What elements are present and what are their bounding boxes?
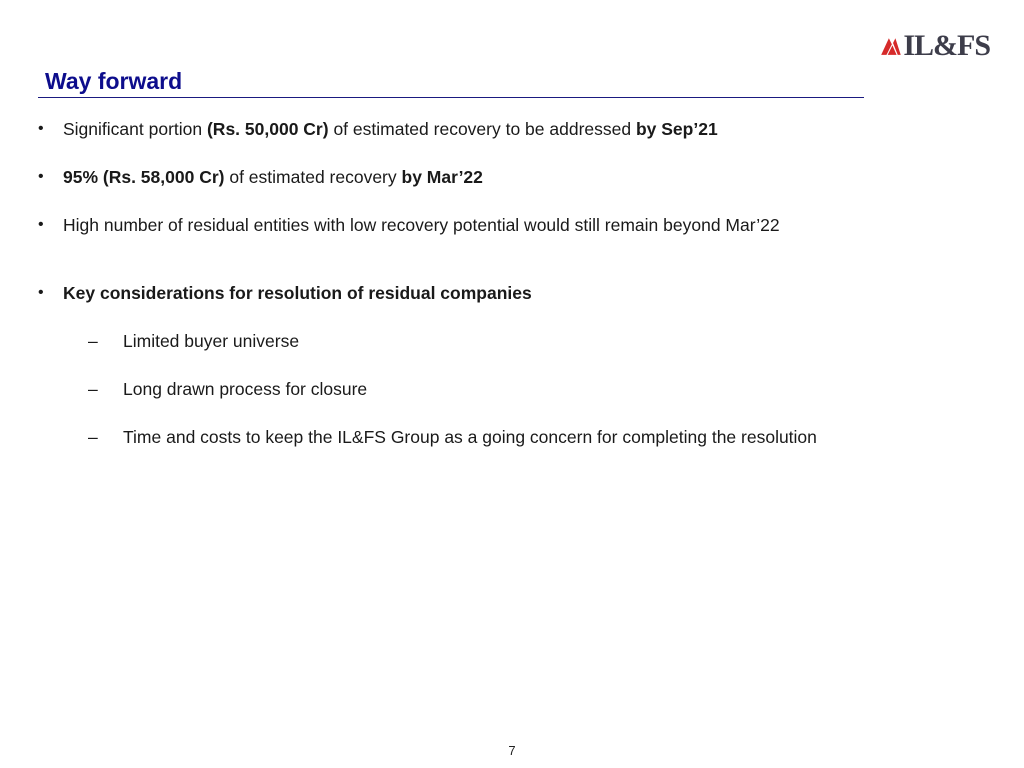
logo-text: IL&FS [903,29,990,62]
bullet-item [38,283,532,304]
sub-bullet-marker: – [88,331,98,351]
page-title: Way forward [45,68,183,94]
sub-bullet-item [88,379,367,400]
sub-bullet-marker: – [88,427,98,447]
bullet-marker: • [38,168,44,185]
bullet-item [38,215,780,236]
ilfs-logo-icon [880,29,901,63]
bullet-marker: • [38,216,44,233]
bullet-text: Key considerations for resolution of residual companies [63,283,532,303]
page-number: 7 [508,743,516,758]
bullet-item [38,167,483,188]
sub-bullet-text: Long drawn process for closure [123,379,368,399]
sub-bullet-text: Limited buyer universe [123,331,300,351]
title-underline [38,97,864,98]
sub-bullet-marker: – [88,379,98,399]
bullet-item [38,119,718,140]
bullet-text: 95% (Rs. 58,000 Cr) of estimated recovery by Mar’22 [63,167,483,187]
bullet-text: Significant portion (Rs. 50,000 Cr) of estimated recovery to be addressed by Sep’21 [63,119,718,139]
bullet-marker: • [38,284,44,301]
sub-bullet-item [88,331,299,352]
bullet-text: High number of residual entities with low recovery potential would still remain beyond Mar’22 [63,215,780,235]
sub-bullet-item [88,427,817,448]
bullet-marker: • [38,120,44,137]
sub-bullet-text: Time and costs to keep the IL&FS Group as a going concern for completing the resolution [123,427,817,447]
company-logo [880,27,990,65]
